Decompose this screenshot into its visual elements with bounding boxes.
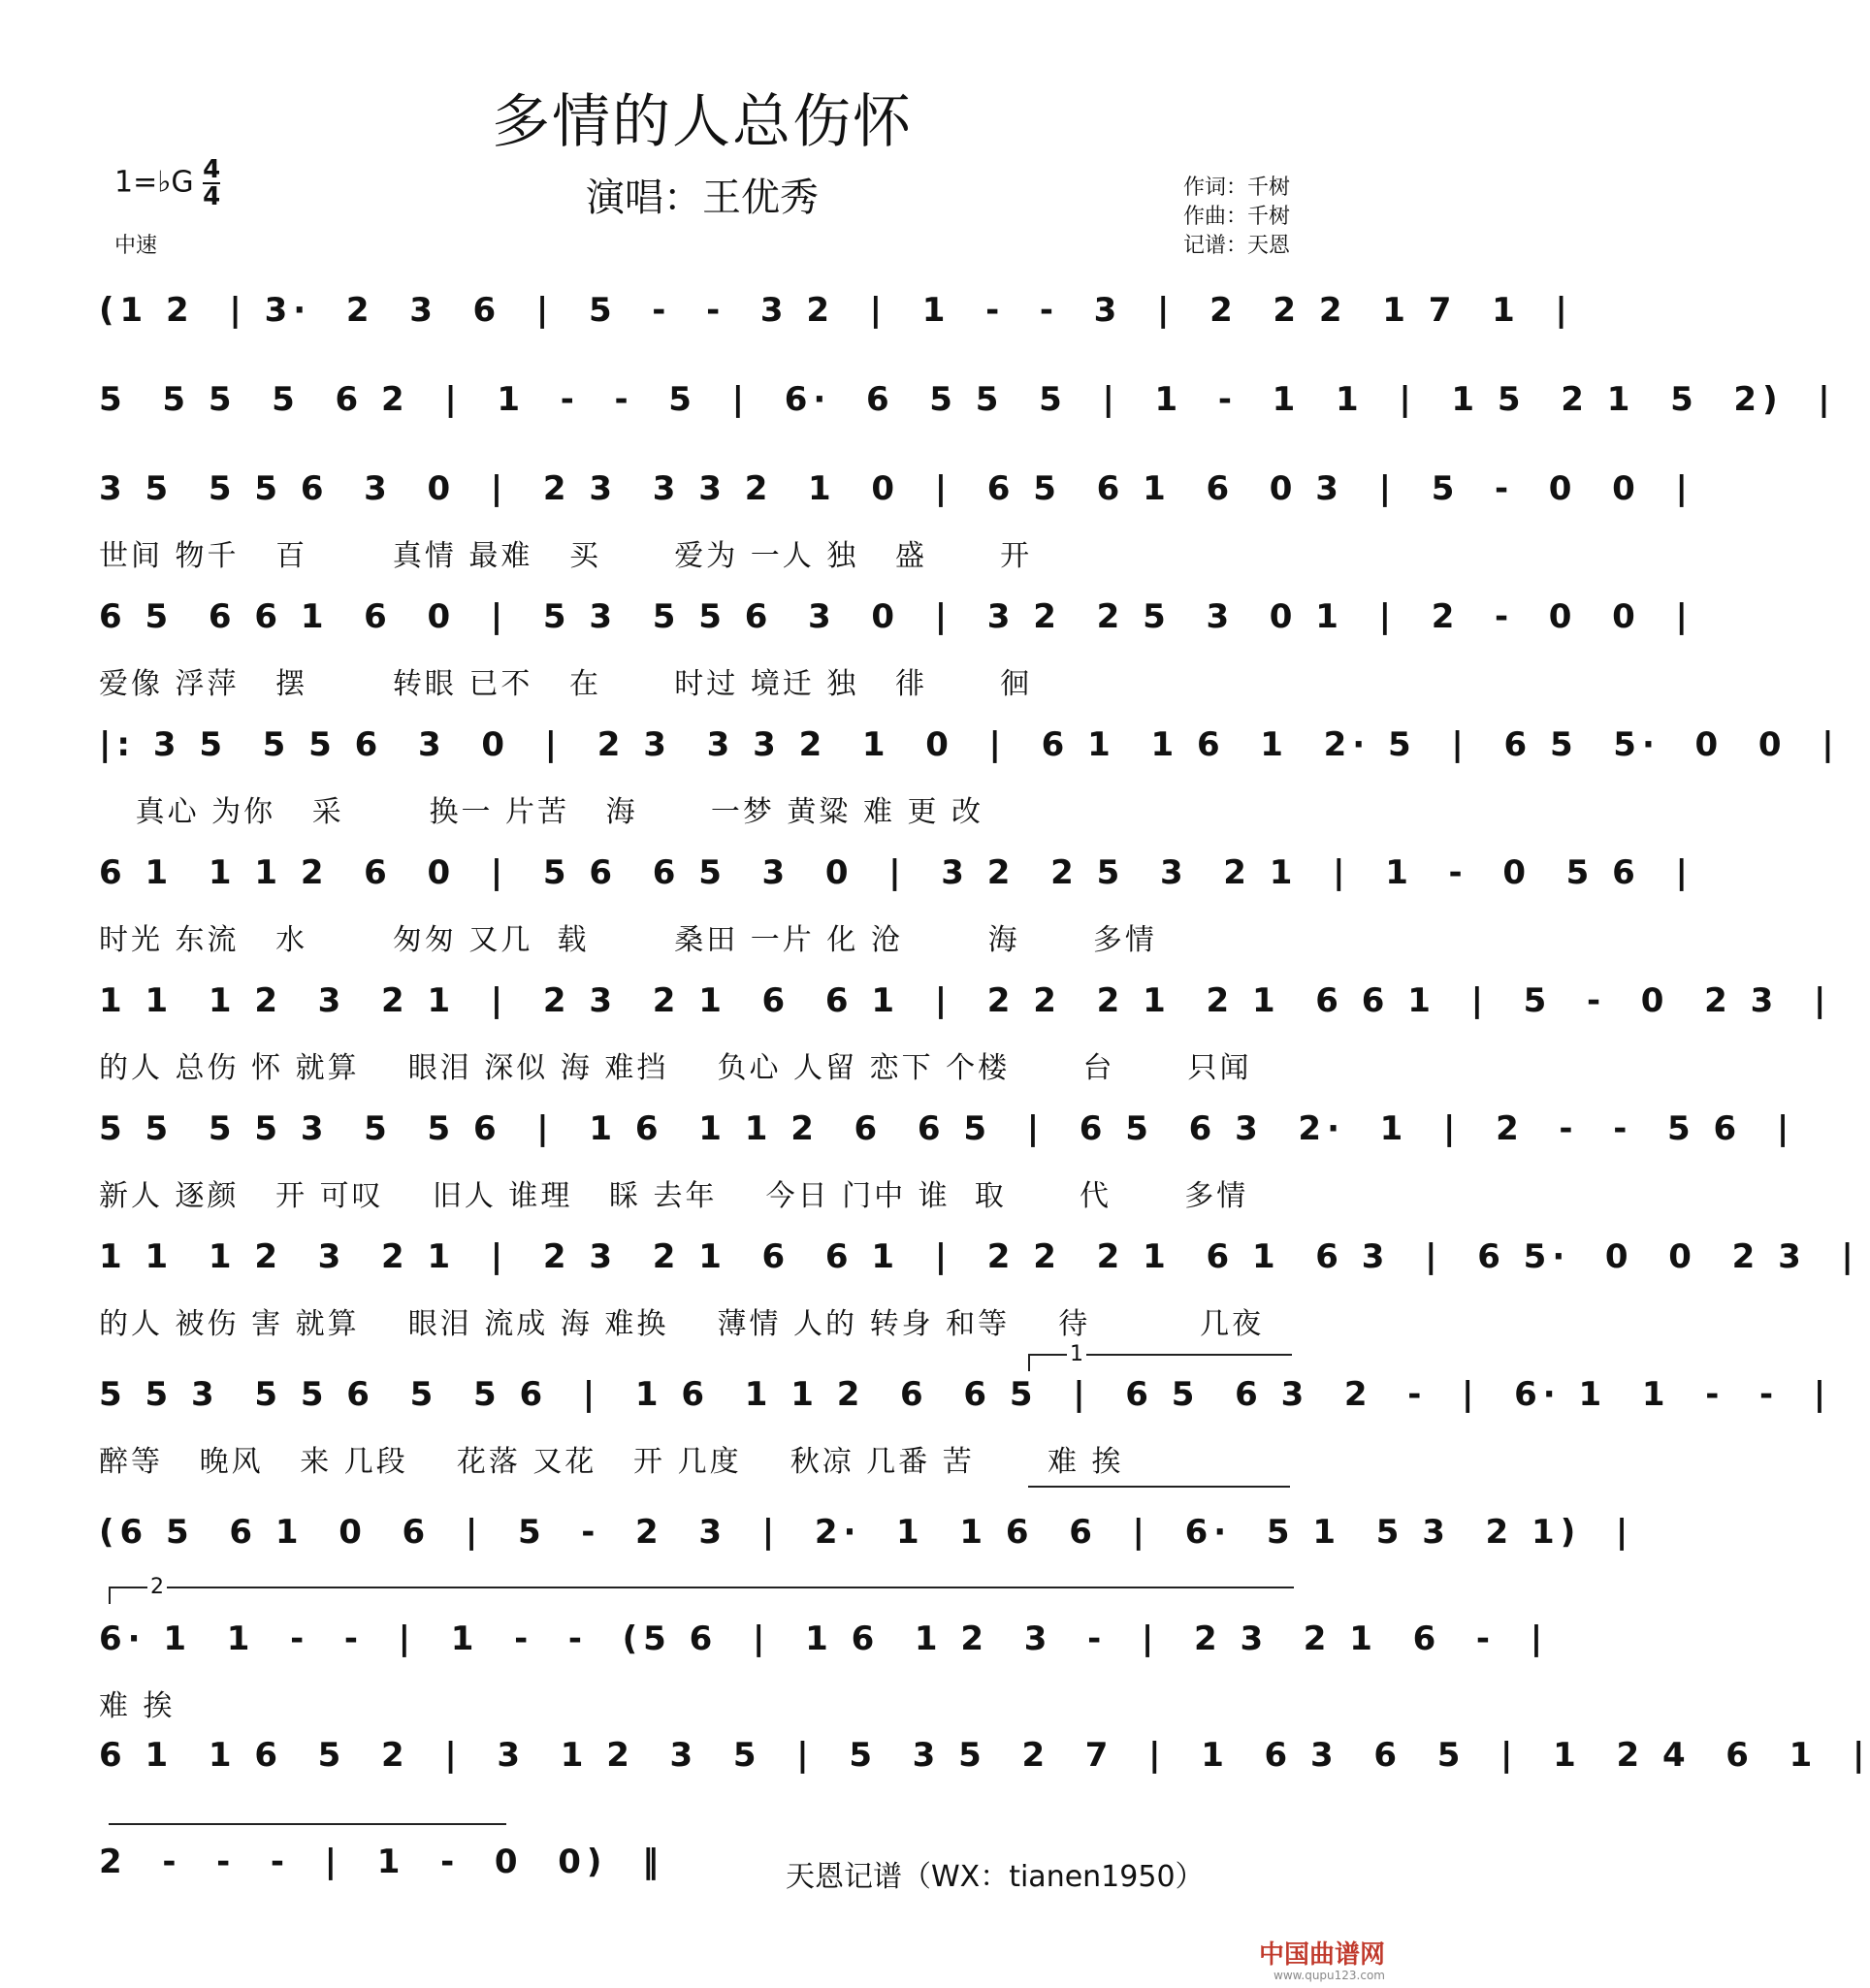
transcriber-credit: 记谱：天恩 — [1182, 234, 1290, 258]
notes-line: (6 5 6 1 0 6 | 5 - 2 3 | 2· 1 1 6 6 | 6· 5 1 5 3 2 1) | — [99, 1513, 1634, 1552]
lyrics-line: 时光 东流 水 匆匆 又几 载 桑田 一片 化 沧 海 多情 — [99, 923, 1157, 957]
lyricist-credit: 作词：千树 — [1182, 176, 1290, 200]
ending-line — [109, 1823, 506, 1825]
lyrics-line: 世间 物千 百 真情 最难 买 爱为 一人 独 盛 开 — [99, 539, 1033, 573]
lyrics-line: 的人 被伤 害 就算 眼泪 流成 海 难换 薄情 人的 转身 和等 待 几夜 — [99, 1307, 1265, 1341]
volta-line — [1028, 1486, 1290, 1488]
volta-bracket-2 — [109, 1575, 1294, 1604]
volta-bracket-1 — [1028, 1342, 1292, 1371]
volta-label-2: 2 — [147, 1575, 167, 1599]
lyrics-line: 爱像 浮萍 摆 转眼 已不 在 时过 境迁 独 徘 徊 — [99, 667, 1033, 701]
notes-line: 5 5 3 5 5 6 5 5 6 | 1 6 1 1 2 6 6 5 | 6 5 6 3 2 - | 6· 1 1 - - | — [99, 1375, 1832, 1414]
song-title: 多情的人总伤怀 — [492, 88, 913, 156]
lyrics-line: 的人 总伤 怀 就算 眼泪 深似 海 难挡 负心 人留 恋下 个楼 台 只闻 — [99, 1051, 1252, 1085]
notes-line: 6 1 1 1 2 6 0 | 5 6 6 5 3 0 | 3 2 2 5 3 2 1 | 1 - 0 5 6 | — [99, 853, 1693, 892]
notes-line: 3 5 5 5 6 3 0 | 2 3 3 3 2 1 0 | 6 5 6 1 6 0 3 | 5 - 0 0 | — [99, 469, 1693, 508]
time-bottom: 4 — [203, 182, 221, 211]
lyrics-line: 难 挨 — [99, 1689, 176, 1723]
lyrics-line: 醉等 晚风 来 几段 花落 又花 开 几度 秋凉 几番 苦 难 挨 — [99, 1445, 1124, 1479]
key-signature — [114, 157, 220, 209]
singer-credit: 演唱：王优秀 — [586, 176, 819, 220]
notes-line: 6 1 1 6 5 2 | 3 1 2 3 5 | 5 3 5 2 7 | 1 6 3 6 5 | 1 2 4 6 1 | — [99, 1736, 1870, 1775]
notes-line: (1 2 | 3· 2 3 6 | 5 - - 3 2 | 1 - - 3 | 2 2 2 1 7 1 | — [99, 291, 1573, 330]
lyrics-line: 新人 逐颜 开 可叹 旧人 谁理 睬 去年 今日 门中 谁 取 代 多情 — [99, 1179, 1249, 1213]
notes-line: 5 5 5 5 3 5 5 6 | 1 6 1 1 2 6 6 5 | 6 5 6 3 2· 1 | 2 - - 5 6 | — [99, 1109, 1795, 1148]
notes-line: 6 5 6 6 1 6 0 | 5 3 5 5 6 3 0 | 3 2 2 5 3 0 1 | 2 - 0 0 | — [99, 597, 1693, 636]
notes-line: 1 1 1 2 3 2 1 | 2 3 2 1 6 6 1 | 2 2 2 1 6 1 6 3 | 6 5· 0 0 2 3 | — [99, 1237, 1859, 1276]
time-signature — [203, 157, 220, 209]
composer-credit: 作曲：千树 — [1182, 205, 1290, 229]
notes-line: 6· 1 1 - - | 1 - - (5 6 | 1 6 1 2 3 - | 2 3 2 1 6 - | — [99, 1619, 1549, 1658]
transcriber-footer: 天恩记谱（WX：tianen1950） — [786, 1860, 1205, 1894]
lyrics-line: 真心 为你 采 换一 片苦 海 一梦 黄粱 难 更 改 — [99, 795, 984, 829]
key-label: 1=♭G — [114, 165, 194, 200]
time-top: 4 — [203, 155, 221, 184]
volta-label-1: 1 — [1067, 1342, 1086, 1366]
notes-line: |: 3 5 5 5 6 3 0 | 2 3 3 3 2 1 0 | 6 1 1 6 1 2· 5 | 6 5 5· 0 0 | — [99, 725, 1840, 764]
notes-line: 1 1 1 2 3 2 1 | 2 3 2 1 6 6 1 | 2 2 2 1 2 1 6 6 1 | 5 - 0 2 3 | — [99, 981, 1832, 1020]
notes-line: 5 5 5 5 6 2 | 1 - - 5 | 6· 6 5 5 5 | 1 - 1 1 | 1 5 2 1 5 2) | — [99, 380, 1836, 419]
notes-line: 2 - - - | 1 - 0 0) ‖ — [99, 1843, 665, 1881]
site-logo: 中国曲谱网 — [1258, 1940, 1385, 1970]
tempo-marking: 中速 — [114, 234, 158, 258]
site-url: www.qupu123.com — [1274, 1969, 1385, 1982]
